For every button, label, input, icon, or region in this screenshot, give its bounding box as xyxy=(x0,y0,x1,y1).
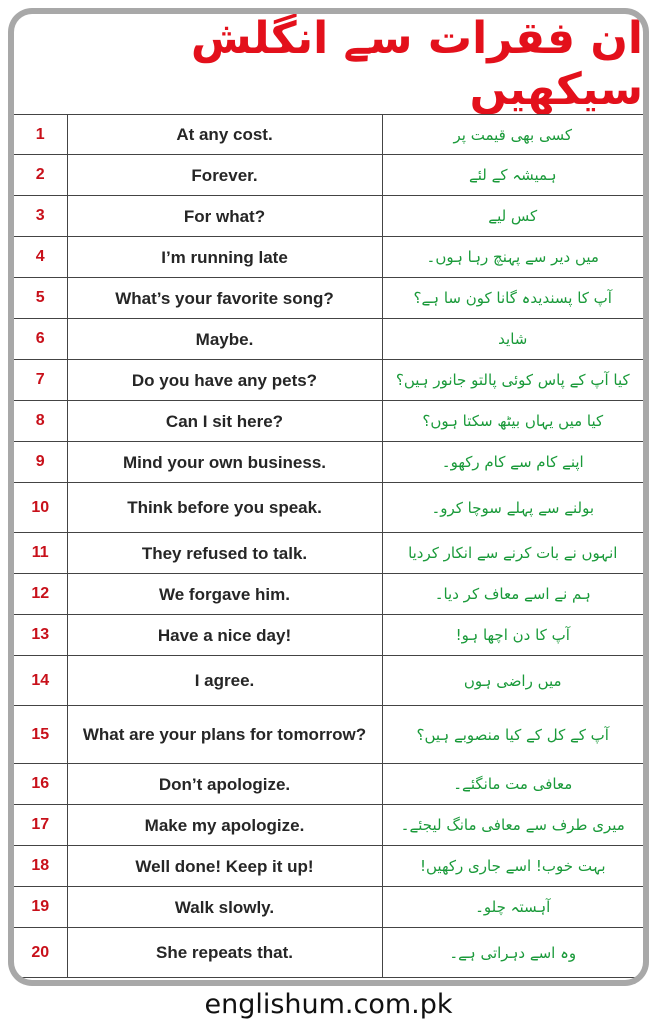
english-phrase: What’s your favorite song? xyxy=(67,278,382,319)
english-phrase: Well done! Keep it up! xyxy=(67,846,382,887)
english-phrase: For what? xyxy=(67,196,382,237)
row-number: 9 xyxy=(14,442,67,483)
urdu-translation: آپ کا دن اچھا ہو! xyxy=(382,615,643,656)
row-number: 1 xyxy=(14,115,67,155)
english-phrase: Walk slowly. xyxy=(67,887,382,928)
row-number: 5 xyxy=(14,278,67,319)
row-number: 4 xyxy=(14,237,67,278)
row-number: 8 xyxy=(14,401,67,442)
table-row xyxy=(14,574,643,615)
table-row xyxy=(14,846,643,887)
table-row xyxy=(14,319,643,360)
urdu-translation: آہستہ چلو۔ xyxy=(382,887,643,928)
table-row xyxy=(14,442,643,483)
row-number: 14 xyxy=(14,656,67,706)
urdu-translation: کیا آپ کے پاس کوئی پالتو جانور ہیں؟ xyxy=(382,360,643,401)
site-url: englishum.com.pk xyxy=(204,988,453,1020)
urdu-translation: میں راضی ہوں xyxy=(382,656,643,706)
english-phrase: Have a nice day! xyxy=(67,615,382,656)
table-row xyxy=(14,155,643,196)
phrase-card xyxy=(14,14,643,980)
english-phrase: She repeats that. xyxy=(67,928,382,978)
urdu-translation: ہم نے اسے معاف کر دیا۔ xyxy=(382,574,643,615)
urdu-translation: کس لیے xyxy=(382,196,643,237)
english-phrase: Make my apologize. xyxy=(67,805,382,846)
english-phrase: They refused to talk. xyxy=(67,533,382,574)
english-phrase: Mind your own business. xyxy=(67,442,382,483)
table-row xyxy=(14,615,643,656)
row-number: 16 xyxy=(14,764,67,805)
table-row xyxy=(14,360,643,401)
table-row xyxy=(14,764,643,805)
row-number: 13 xyxy=(14,615,67,656)
english-phrase: Don’t apologize. xyxy=(67,764,382,805)
urdu-translation: اپنے کام سے کام رکھو۔ xyxy=(382,442,643,483)
row-number: 6 xyxy=(14,319,67,360)
english-phrase: Think before you speak. xyxy=(67,483,382,533)
row-number: 19 xyxy=(14,887,67,928)
row-number: 11 xyxy=(14,533,67,574)
urdu-translation: میری طرف سے معافی مانگ لیجئے۔ xyxy=(382,805,643,846)
english-phrase: Forever. xyxy=(67,155,382,196)
english-phrase: Do you have any pets? xyxy=(67,360,382,401)
table-row xyxy=(14,887,643,928)
english-phrase: What are your plans for tomorrow? xyxy=(67,706,382,764)
urdu-translation: معافی مت مانگئے۔ xyxy=(382,764,643,805)
table-row xyxy=(14,805,643,846)
row-number: 12 xyxy=(14,574,67,615)
table-row xyxy=(14,196,643,237)
table-row xyxy=(14,483,643,533)
row-number: 3 xyxy=(14,196,67,237)
row-number: 20 xyxy=(14,928,67,978)
english-phrase: We forgave him. xyxy=(67,574,382,615)
english-phrase: Maybe. xyxy=(67,319,382,360)
urdu-translation: شاید xyxy=(382,319,643,360)
urdu-translation: آپ کے کل کے کیا منصوبے ہیں؟ xyxy=(382,706,643,764)
row-number: 7 xyxy=(14,360,67,401)
urdu-translation: بہت خوب! اسے جاری رکھیں! xyxy=(382,846,643,887)
table-row xyxy=(14,533,643,574)
english-phrase: At any cost. xyxy=(67,115,382,155)
urdu-translation: ہمیشہ کے لئے xyxy=(382,155,643,196)
english-phrase: I’m running late xyxy=(67,237,382,278)
row-number: 18 xyxy=(14,846,67,887)
urdu-translation: کیا میں یہاں بیٹھ سکتا ہوں؟ xyxy=(382,401,643,442)
table-row xyxy=(14,928,643,978)
table-row xyxy=(14,278,643,319)
urdu-translation: آپ کا پسندیدہ گانا کون سا ہے؟ xyxy=(382,278,643,319)
urdu-translation: انہوں نے بات کرنے سے انکار کردیا xyxy=(382,533,643,574)
row-number: 10 xyxy=(14,483,67,533)
urdu-translation: بولنے سے پہلے سوچا کرو۔ xyxy=(382,483,643,533)
english-phrase: Can I sit here? xyxy=(67,401,382,442)
table-row xyxy=(14,656,643,706)
row-number: 17 xyxy=(14,805,67,846)
urdu-translation: کسی بھی قیمت پر xyxy=(382,115,643,155)
page-title: ان فقرات سے انگلش سیکھیں xyxy=(190,14,643,115)
english-phrase: I agree. xyxy=(67,656,382,706)
urdu-translation: وہ اسے دہراتی ہے۔ xyxy=(382,928,643,978)
table-row xyxy=(14,115,643,155)
urdu-translation: میں دیر سے پہنچ رہا ہوں۔ xyxy=(382,237,643,278)
row-number: 2 xyxy=(14,155,67,196)
phrase-table xyxy=(14,114,643,978)
table-row xyxy=(14,401,643,442)
table-row xyxy=(14,237,643,278)
table-row xyxy=(14,706,643,764)
row-number: 15 xyxy=(14,706,67,764)
